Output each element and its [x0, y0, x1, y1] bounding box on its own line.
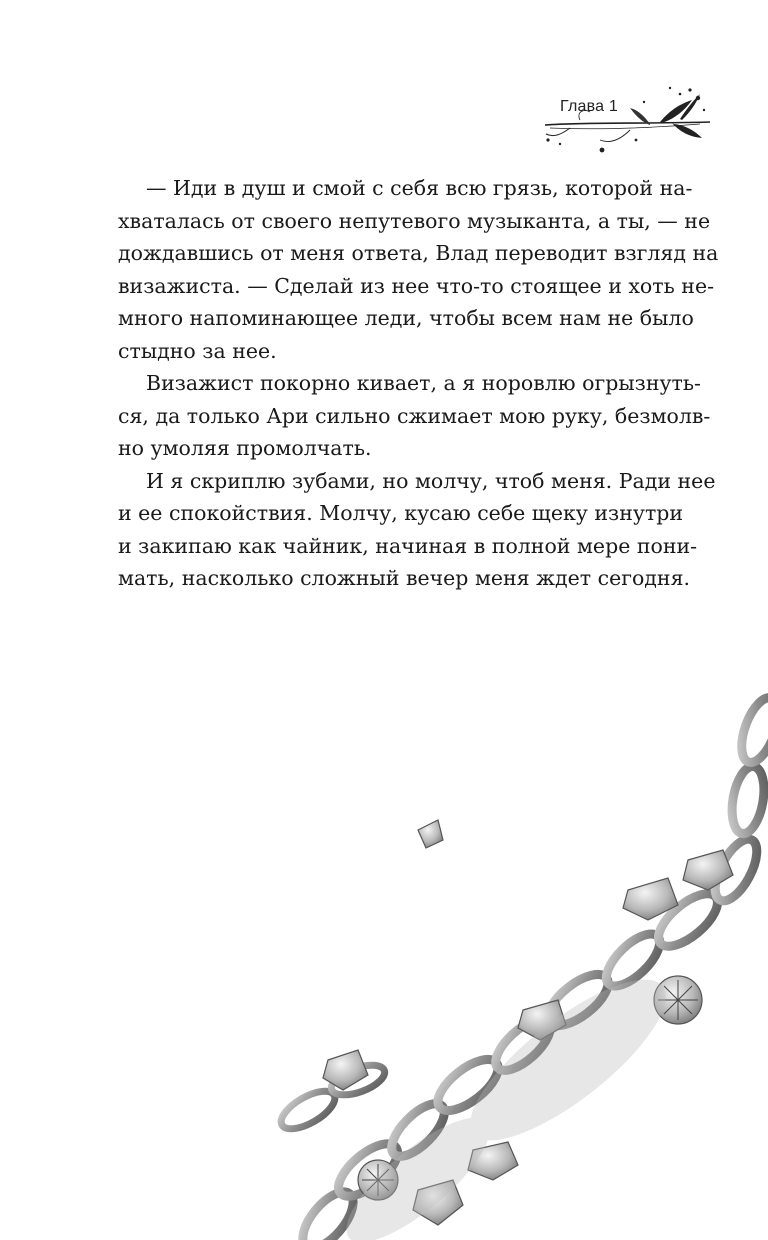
text-line: но умоляя промолчать. [118, 436, 372, 460]
text-line: визажиста. — Сделай из нее что-то стоящее и хоть не- [118, 273, 715, 298]
paragraph [118, 465, 716, 595]
text-line: Визажист покорно кивает, а я норовлю огрызнуть- [146, 371, 701, 395]
chain-with-gems-icon [268, 680, 768, 1240]
paragraph [118, 367, 711, 465]
body-text [118, 172, 719, 595]
text-line: и закипаю как чайник, начиная в полной мере пони- [118, 533, 698, 558]
floral-branch-icon [540, 82, 720, 162]
text-line: мать, насколько сложный вечер меня ждет сегодня. [118, 566, 691, 590]
paragraph [118, 172, 719, 367]
text-line: много напоминающее леди, чтобы всем нам не было [118, 306, 694, 330]
chapter-title: Глава 1 [560, 98, 618, 115]
text-line: дождавшись от меня ответа, Влад переводит взгляд на [118, 241, 719, 265]
running-header [540, 82, 720, 162]
text-line: — Иди в душ и смой с себя всю грязь, которой на- [146, 176, 693, 200]
text-line: хваталась от своего непутевого музыканта, а ты, — не [118, 208, 711, 233]
text-line: стыдно за нее. [118, 338, 277, 363]
text-line: ся, да только Ари сильно сжимает мою руку, безмолв- [118, 403, 711, 428]
text-line: и ее спокойствия. Молчу, кусаю себе щеку изнутри [118, 501, 684, 525]
text-line: И я скриплю зубами, но молчу, чтоб меня. Ради нее [146, 468, 716, 493]
